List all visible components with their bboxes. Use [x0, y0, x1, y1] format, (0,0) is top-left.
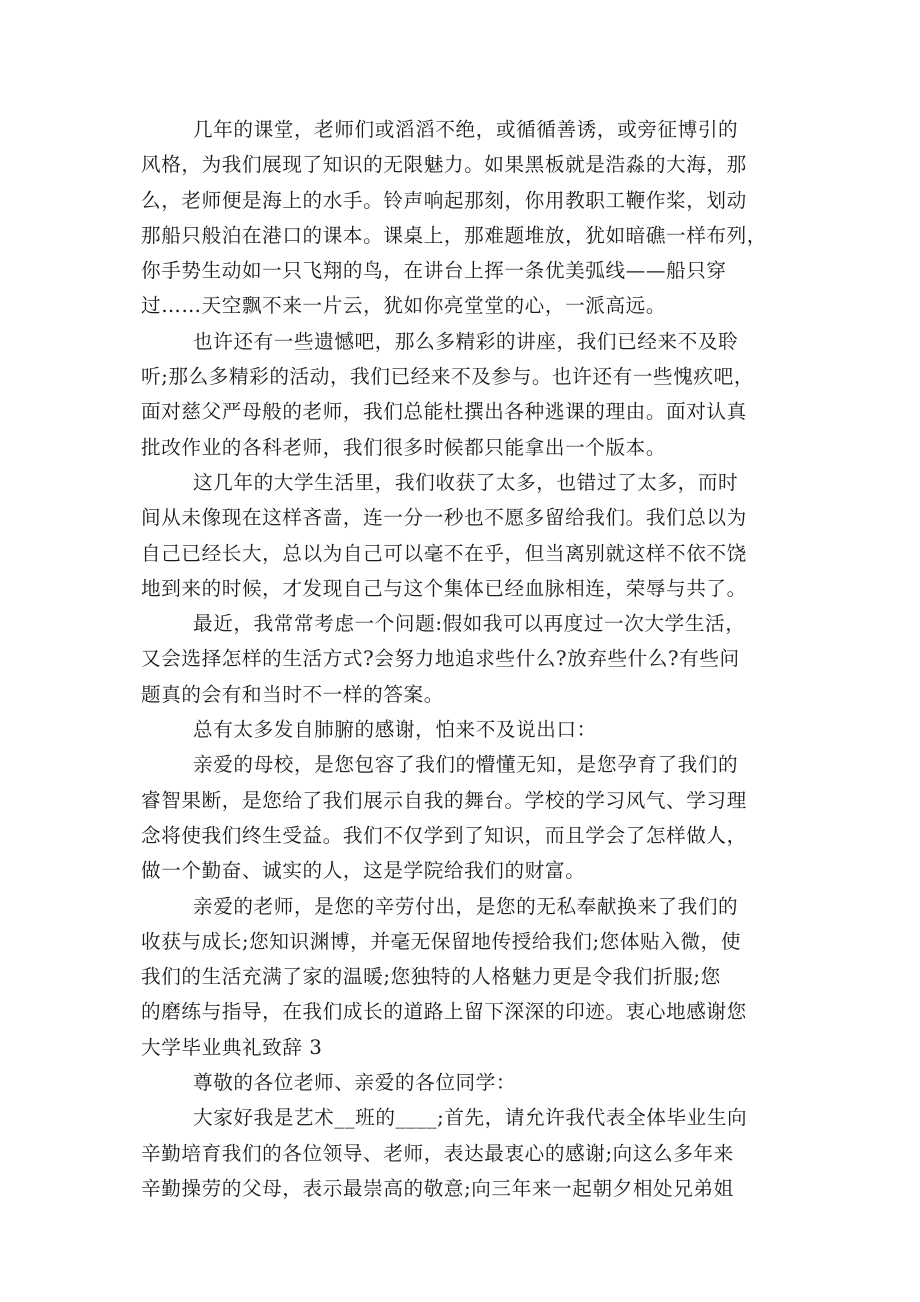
text-line: 批改作业的各科老师，我们很多时候都只能拿出一个版本。 [141, 435, 667, 459]
text-line: 亲爱的母校，是您包容了我们的懵懂无知，是您孕育了我们的 [193, 753, 739, 777]
text-line: 你手势生动如一只飞翔的鸟，在讲台上挥一条优美弧线——船只穿 [141, 259, 727, 283]
text-line: 我们的生活充满了家的温暖;您独特的人格魅力更是令我们折服;您 [141, 965, 721, 989]
text-line: 尊敬的各位老师、亲爱的各位同学： [193, 1071, 517, 1095]
text-line: 这几年的大学生活里，我们收获了太多，也错过了太多，而时 [193, 470, 739, 494]
text-line: 听;那么多精彩的活动，我们已经来不及参与。也许还有一些愧疚吧， [141, 365, 755, 389]
text-line: 大家好我是艺术__班的____;首先，请允许我代表全体毕业生向 [193, 1106, 748, 1130]
text-line: 间从未像现在这样吝啬，连一分一秒也不愿多留给我们。我们总以为 [141, 506, 747, 530]
text-line: 辛勤操劳的父母，表示最崇高的敬意;向三年来一起朝夕相处兄弟姐 [141, 1176, 734, 1200]
text-line: 那船只般泊在港口的课本。课桌上，那难题堆放，犹如暗礁一样布列， [141, 223, 768, 247]
text-line: 做一个勤奋、诚实的人，这是学院给我们的财富。 [141, 859, 586, 883]
text-line: 也许还有一些遗憾吧，那么多精彩的讲座，我们已经来不及聆 [193, 329, 739, 353]
text-line: 风格，为我们展现了知识的无限魅力。如果黑板就是浩淼的大海，那 [141, 153, 747, 177]
text-line: 的磨练与指导，在我们成长的道路上留下深深的印迹。衷心地感谢您 [141, 1000, 747, 1024]
text-line: 辛勤培育我们的各位领导、老师，表达最衷心的感谢;向这么多年来 [141, 1141, 734, 1165]
text-line: 大学毕业典礼致辞 3 [141, 1035, 323, 1059]
text-line: 过……天空飘不来一片云，犹如你亮堂堂的心，一派高远。 [141, 294, 667, 318]
text-line: 又会选择怎样的生活方式?会努力地追求些什么?放弃些什么?有些问 [141, 647, 740, 671]
text-line: 最近，我常常考虑一个问题:假如我可以再度过一次大学生活， [193, 612, 746, 636]
text-line: 念将使我们终生受益。我们不仅学到了知识，而且学会了怎样做人， [141, 823, 747, 847]
text-line: 地到来的时候，才发现自己与这个集体已经血脉相连，荣辱与共了。 [141, 576, 747, 600]
text-line: 亲爱的老师，是您的辛劳付出，是您的无私奉献换来了我们的 [193, 894, 739, 918]
text-line: 面对慈父严母般的老师，我们总能杜撰出各种逃课的理由。面对认真 [141, 400, 747, 424]
text-line: 题真的会有和当时不一样的答案。 [141, 682, 444, 706]
text-line: 自己已经长大，总以为自己可以毫不在乎，但当离别就这样不依不饶 [141, 541, 747, 565]
text-line: 睿智果断，是您给了我们展示自我的舞台。学校的学习风气、学习理 [141, 788, 747, 812]
text-line: 总有太多发自肺腑的感谢，怕来不及说出口： [193, 718, 597, 742]
text-line: 几年的课堂，老师们或滔滔不绝，或循循善诱，或旁征博引的 [193, 118, 739, 141]
document-body [141, 112, 781, 1206]
text-line: 收获与成长;您知识渊博，并毫无保留地传授给我们;您体贴入微，使 [141, 929, 742, 953]
text-line: 么，老师便是海上的水手。铃声响起那刻，你用教职工鞭作桨，划动 [141, 188, 747, 212]
